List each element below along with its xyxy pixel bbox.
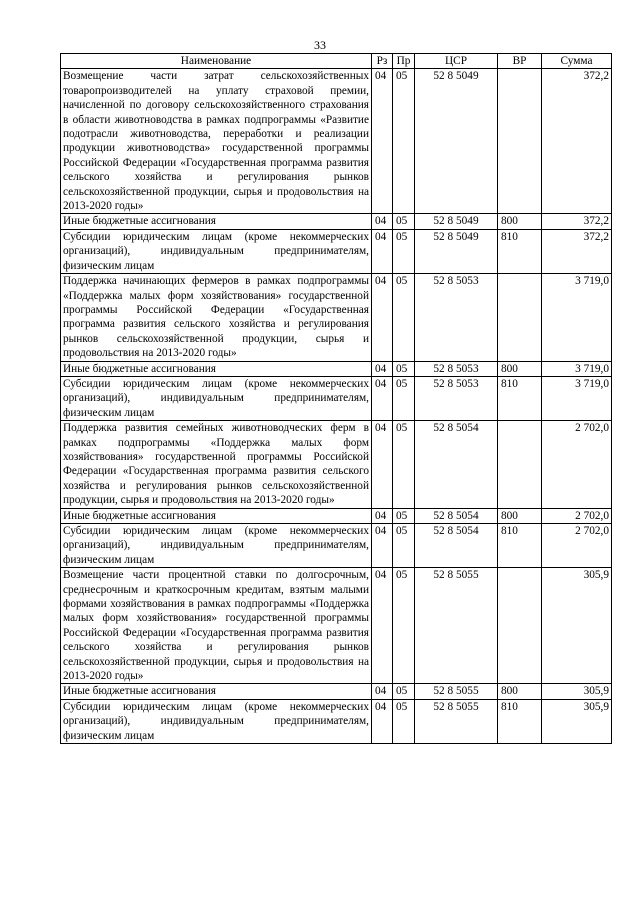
- cell-rz: 04: [372, 421, 393, 508]
- cell-name: Иные бюджетные ассигнования: [61, 214, 372, 229]
- cell-rz: 04: [372, 524, 393, 568]
- cell-sum: 372,2: [542, 214, 612, 229]
- table-row: [61, 274, 612, 361]
- cell-rz: 04: [372, 214, 393, 229]
- header-rz: Рз: [372, 54, 393, 69]
- header-sum: Сумма: [542, 54, 612, 69]
- budget-table: [60, 53, 612, 744]
- cell-csr: 52 8 5053: [415, 361, 498, 376]
- cell-rz: 04: [372, 568, 393, 684]
- table-row: [61, 361, 612, 376]
- table-row: [61, 421, 612, 508]
- cell-sum: 2 702,0: [542, 508, 612, 523]
- cell-sum: 3 719,0: [542, 274, 612, 361]
- cell-vr: [498, 421, 542, 508]
- cell-csr: 52 8 5049: [415, 69, 498, 214]
- cell-sum: 3 719,0: [542, 361, 612, 376]
- cell-csr: 52 8 5049: [415, 214, 498, 229]
- cell-vr: 800: [498, 214, 542, 229]
- table-row: [61, 699, 612, 743]
- cell-pr: 05: [393, 229, 415, 273]
- cell-csr: 52 8 5049: [415, 229, 498, 273]
- cell-csr: 52 8 5054: [415, 524, 498, 568]
- cell-rz: 04: [372, 69, 393, 214]
- header-csr: ЦСР: [415, 54, 498, 69]
- cell-pr: 05: [393, 699, 415, 743]
- cell-csr: 52 8 5054: [415, 508, 498, 523]
- cell-vr: 800: [498, 508, 542, 523]
- table-row: [61, 229, 612, 273]
- cell-rz: 04: [372, 361, 393, 376]
- cell-vr: 810: [498, 376, 542, 420]
- cell-rz: 04: [372, 274, 393, 361]
- cell-pr: 05: [393, 568, 415, 684]
- cell-rz: 04: [372, 508, 393, 523]
- cell-sum: 305,9: [542, 568, 612, 684]
- cell-vr: [498, 274, 542, 361]
- cell-pr: 05: [393, 376, 415, 420]
- cell-name: Субсидии юридическим лицам (кроме некоммерческих организаций), индивидуальным предпринимателям, физическим лицам: [61, 524, 372, 568]
- header-name: Наименование: [61, 54, 372, 69]
- cell-vr: 810: [498, 524, 542, 568]
- header-vr: ВР: [498, 54, 542, 69]
- cell-name: Возмещение части процентной ставки по долгосрочным, среднесрочным и краткосрочным кредитам, взятым малыми формами хозяйствования в рамках подпрограммы «Поддержка малых форм хозяйствования» государственной программы Российской Федерации «Государственная программа развития сельского хозяйства и регулирования рынков сельскохозяйственной продукции, сырья и продовольствия на 2013-2020 годы»: [61, 568, 372, 684]
- cell-sum: 372,2: [542, 69, 612, 214]
- cell-csr: 52 8 5053: [415, 376, 498, 420]
- cell-pr: 05: [393, 274, 415, 361]
- cell-sum: 3 719,0: [542, 376, 612, 420]
- cell-csr: 52 8 5055: [415, 568, 498, 684]
- cell-sum: 2 702,0: [542, 524, 612, 568]
- cell-sum: 372,2: [542, 229, 612, 273]
- cell-rz: 04: [372, 684, 393, 699]
- cell-name: Поддержка развития семейных животноводческих ферм в рамках подпрограммы «Поддержка малых форм хозяйствования» государственной программы Российской Федерации «Государственная программа развития сельского хозяйства и регулирования рынков сельскохозяйственной продукции, сырья и продовольствия на 2013-2020 годы»: [61, 421, 372, 508]
- table-header-row: [61, 54, 612, 69]
- cell-pr: 05: [393, 361, 415, 376]
- cell-vr: 800: [498, 684, 542, 699]
- cell-csr: 52 8 5053: [415, 274, 498, 361]
- page-number: 33: [314, 38, 326, 52]
- cell-pr: 05: [393, 684, 415, 699]
- cell-rz: 04: [372, 376, 393, 420]
- cell-name: Иные бюджетные ассигнования: [61, 361, 372, 376]
- cell-name: Иные бюджетные ассигнования: [61, 508, 372, 523]
- cell-rz: 04: [372, 229, 393, 273]
- cell-rz: 04: [372, 699, 393, 743]
- cell-csr: 52 8 5055: [415, 684, 498, 699]
- table-row: [61, 376, 612, 420]
- cell-name: Субсидии юридическим лицам (кроме некоммерческих организаций), индивидуальным предпринимателям, физическим лицам: [61, 229, 372, 273]
- cell-pr: 05: [393, 214, 415, 229]
- table-row: [61, 69, 612, 214]
- cell-name: Субсидии юридическим лицам (кроме некоммерческих организаций), индивидуальным предпринимателям, физическим лицам: [61, 699, 372, 743]
- header-pr: Пр: [393, 54, 415, 69]
- cell-name: Поддержка начинающих фермеров в рамках подпрограммы «Поддержка малых форм хозяйствования» государственной программы Российской Федерации «Государственная программа развития сельского хозяйства и регулирования рынков сельскохозяйственной продукции, сырья и продовольствия на 2013-2020 годы»: [61, 274, 372, 361]
- cell-name: Субсидии юридическим лицам (кроме некоммерческих организаций), индивидуальным предпринимателям, физическим лицам: [61, 376, 372, 420]
- cell-vr: [498, 69, 542, 214]
- cell-pr: 05: [393, 421, 415, 508]
- cell-sum: 2 702,0: [542, 421, 612, 508]
- cell-vr: 810: [498, 699, 542, 743]
- cell-csr: 52 8 5054: [415, 421, 498, 508]
- cell-name: Иные бюджетные ассигнования: [61, 684, 372, 699]
- table-row: [61, 568, 612, 684]
- table-row: [61, 508, 612, 523]
- table-row: [61, 684, 612, 699]
- cell-vr: [498, 568, 542, 684]
- cell-pr: 05: [393, 69, 415, 214]
- cell-vr: 800: [498, 361, 542, 376]
- table-row: [61, 214, 612, 229]
- cell-pr: 05: [393, 524, 415, 568]
- cell-sum: 305,9: [542, 684, 612, 699]
- cell-pr: 05: [393, 508, 415, 523]
- cell-csr: 52 8 5055: [415, 699, 498, 743]
- cell-vr: 810: [498, 229, 542, 273]
- cell-sum: 305,9: [542, 699, 612, 743]
- table-row: [61, 524, 612, 568]
- cell-name: Возмещение части затрат сельскохозяйственных товаропроизводителей на уплату страховой премии, начисленной по договору сельскохозяйственного страхования в области животноводства в рамках подпрограммы «Развитие подотрасли животноводства, переработки и реализации продукции животноводства» государственной программы Российской Федерации «Государственная программа развития сельского хозяйства и регулирования рынков сельскохозяйственной продукции, сырья и продовольствия на 2013-2020 годы»: [61, 69, 372, 214]
